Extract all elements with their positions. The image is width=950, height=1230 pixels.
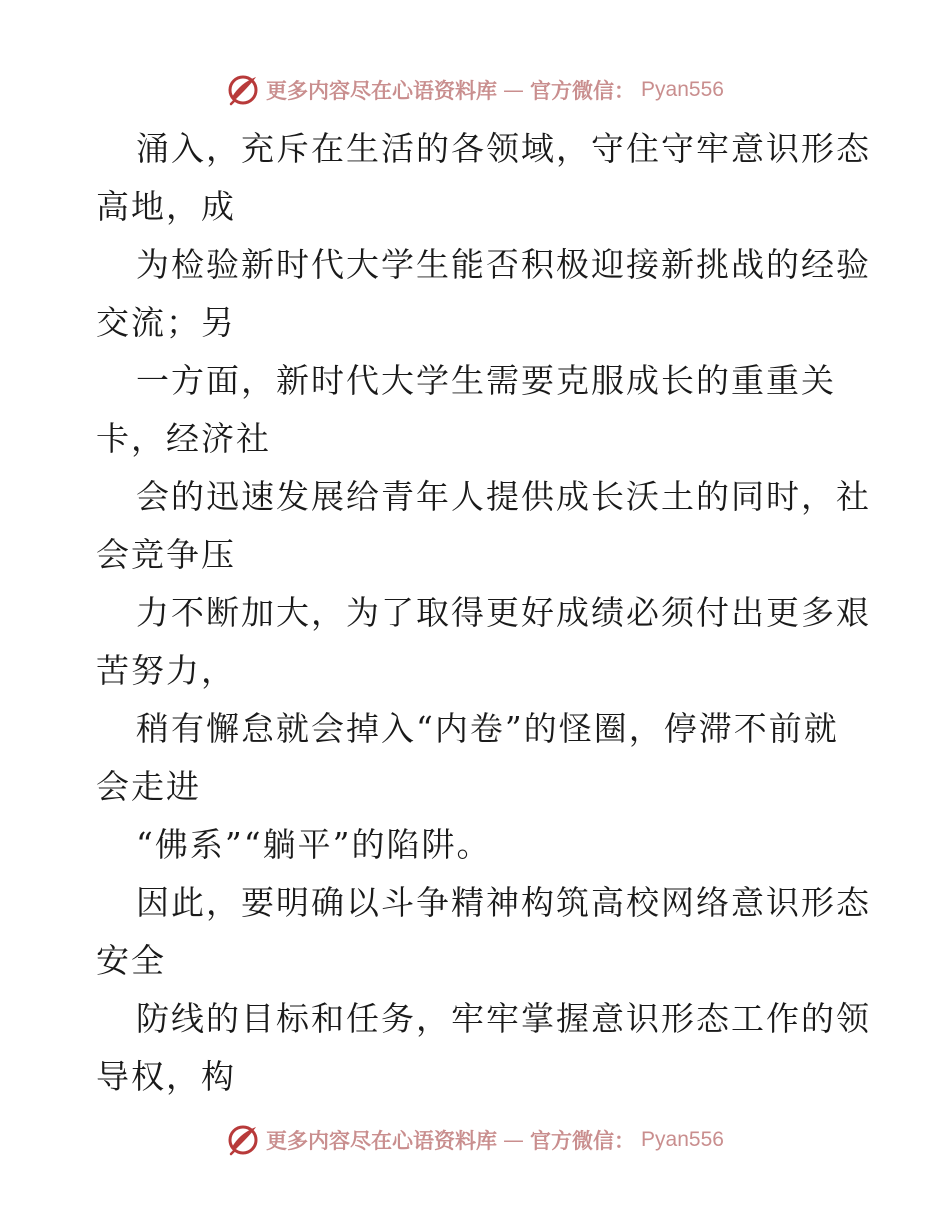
body-line: 交流；另	[96, 303, 236, 342]
footer-banner	[0, 1120, 950, 1160]
footer-wechat-id: Pyan556	[641, 1128, 724, 1151]
body-line: 防线的目标和任务，牢牢掌握意识形态工作的领	[136, 999, 871, 1038]
feather-swirl-logo-icon	[226, 1123, 260, 1157]
body-line: 会走进	[96, 767, 201, 806]
body-line: 为检验新时代大学生能否积极迎接新挑战的经验	[136, 245, 871, 284]
header-wechat-label: 官方微信：	[530, 78, 636, 103]
body-line: 因此，要明确以斗争精神构筑高校网络意识形态	[136, 883, 871, 922]
body-line: 力不断加大，为了取得更好成绩必须付出更多艰	[136, 593, 871, 632]
footer-separator: —	[503, 1128, 525, 1152]
body-line: 导权，构	[96, 1057, 236, 1096]
body-line: “佛系”“躺平”的陷阱。	[136, 825, 492, 864]
body-line: 会竞争压	[96, 535, 236, 574]
footer-brand-text: 更多内容尽在心语资料库	[266, 1128, 498, 1153]
header-brand-text: 更多内容尽在心语资料库	[266, 78, 498, 103]
body-line: 安全	[96, 941, 166, 980]
header-separator: —	[503, 78, 525, 102]
body-line: 卡，经济社	[96, 419, 271, 458]
body-line: 稍有懈怠就会掉入“内卷”的怪圈，停滞不前就	[136, 709, 839, 748]
document-body	[96, 120, 871, 1106]
body-line: 会的迅速发展给青年人提供成长沃土的同时，社	[136, 477, 871, 516]
body-line: 一方面，新时代大学生需要克服成长的重重关	[136, 361, 836, 400]
footer-wechat-label: 官方微信：	[530, 1128, 636, 1153]
header-wechat-id: Pyan556	[641, 78, 724, 101]
body-line: 苦努力，	[96, 651, 236, 690]
header-banner	[0, 70, 950, 110]
body-line: 涌入，充斥在生活的各领域，守住守牢意识形态	[136, 129, 871, 168]
feather-swirl-logo-icon	[226, 73, 260, 107]
body-line: 高地，成	[96, 187, 236, 226]
